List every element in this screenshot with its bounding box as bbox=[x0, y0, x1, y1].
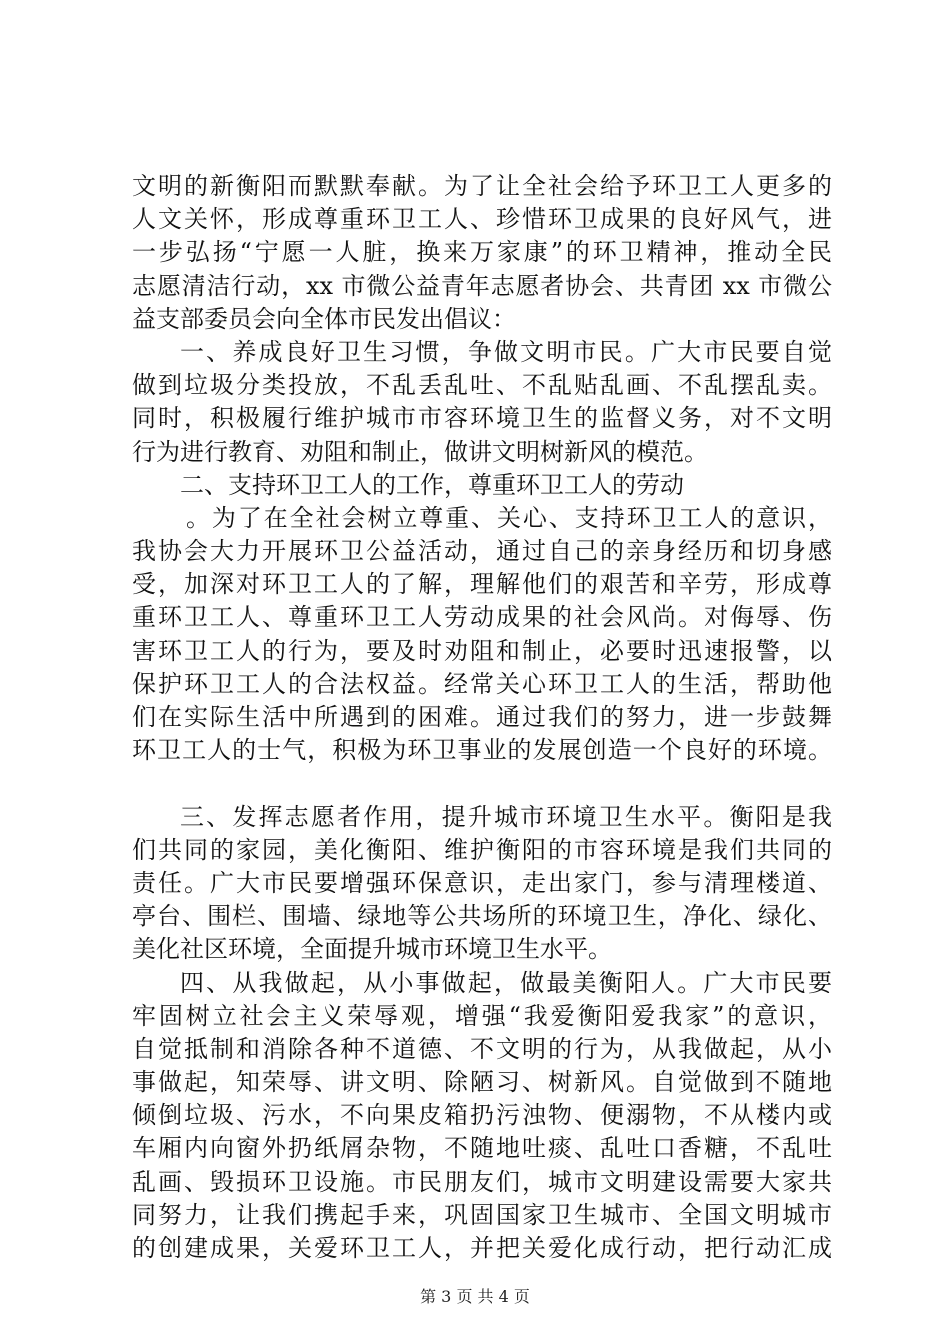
text-line: 车厢内向窗外扔纸屑杂物，不随地吐痰、乱吐口香糖，不乱吐 bbox=[132, 1134, 832, 1163]
text-line: 四、从我做起，从小事做起，做最美衡阳人。广大市民要 bbox=[180, 968, 832, 997]
text-line: 志愿清洁行动，xx 市微公益青年志愿者协会、共青团 xx 市微公 bbox=[132, 271, 832, 300]
text-line: 牢固树立社会主义荣辱观，增强“我爱衡阳爱我家”的意识， bbox=[132, 1001, 832, 1030]
page-footer: 第 3 页 共 4 页 bbox=[420, 1287, 530, 1306]
text-line: 人文关怀，形成尊重环卫工人、珍惜环卫成果的良好风气，进 bbox=[132, 205, 832, 234]
text-line: 保护环卫工人的合法权益。经常关心环卫工人的生活，帮助他 bbox=[132, 669, 832, 698]
text-line: 行为进行教育、劝阻和制止，做讲文明树新风的模范。 bbox=[132, 437, 708, 466]
text-line: 环卫工人的士气，积极为环卫事业的发展创造一个良好的环境。 bbox=[132, 736, 832, 765]
text-line: 受，加深对环卫工人的了解，理解他们的艰苦和辛劳，形成尊 bbox=[132, 570, 832, 599]
text-line: 们共同的家园，美化衡阳、维护衡阳的市容环境是我们共同的 bbox=[132, 835, 832, 864]
text-line: 一、养成良好卫生习惯，争做文明市民。广大市民要自觉 bbox=[180, 337, 832, 366]
text-line: 一步弘扬“宁愿一人脏，换来万家康”的环卫精神，推动全民 bbox=[132, 238, 832, 267]
blank-line bbox=[132, 767, 832, 800]
text-line: 重环卫工人、尊重环卫工人劳动成果的社会风尚。对侮辱、伤 bbox=[132, 603, 832, 632]
text-line: 同努力，让我们携起手来，巩固国家卫生城市、全国文明城市 bbox=[132, 1200, 832, 1229]
text-line: 三、发挥志愿者作用，提升城市环境卫生水平。衡阳是我 bbox=[180, 802, 832, 831]
text-line: 害环卫工人的行为，要及时劝阻和制止，必要时迅速报警，以 bbox=[132, 636, 832, 665]
text-line: 亭台、围栏、围墙、绿地等公共场所的环境卫生，净化、绿化、 bbox=[132, 902, 832, 931]
text-line: 同时，积极履行维护城市市容环境卫生的监督义务，对不文明 bbox=[132, 404, 832, 433]
text-line: 的创建成果，关爱环卫工人，并把关爱化成行动，把行动汇成 bbox=[132, 1234, 832, 1262]
text-line: 益支部委员会向全体市民发出倡议： bbox=[132, 304, 516, 333]
text-line: 文明的新衡阳而默默奉献。为了让全社会给予环卫工人更多的 bbox=[132, 172, 832, 200]
text-line: 做到垃圾分类投放，不乱丢乱吐、不乱贴乱画、不乱摆乱卖。 bbox=[132, 371, 832, 400]
text-line: 美化社区环境，全面提升城市环境卫生水平。 bbox=[132, 935, 612, 964]
text-line: 二、支持环卫工人的工作，尊重环卫工人的劳动 bbox=[180, 470, 684, 499]
text-line: 倾倒垃圾、污水，不向果皮箱扔污浊物、便溺物，不从楼内或 bbox=[132, 1101, 832, 1130]
text-line: 。为了在全社会树立尊重、关心、支持环卫工人的意识， bbox=[186, 503, 832, 532]
text-line: 责任。广大市民要增强环保意识，走出家门，参与清理楼道、 bbox=[132, 868, 832, 897]
text-line: 事做起，知荣辱、讲文明、除陋习、树新风。自觉做到不随地 bbox=[132, 1068, 832, 1097]
document-body bbox=[132, 170, 832, 1265]
text-line: 们在实际生活中所遇到的困难。通过我们的努力，进一步鼓舞 bbox=[132, 703, 832, 731]
text-line: 乱画、毁损环卫设施。市民朋友们，城市文明建设需要大家共 bbox=[132, 1167, 832, 1196]
text-line: 我协会大力开展环卫公益活动，通过自己的亲身经历和切身感 bbox=[132, 537, 832, 566]
text-line: 自觉抵制和消除各种不道德、不文明的行为，从我做起，从小 bbox=[132, 1034, 832, 1063]
